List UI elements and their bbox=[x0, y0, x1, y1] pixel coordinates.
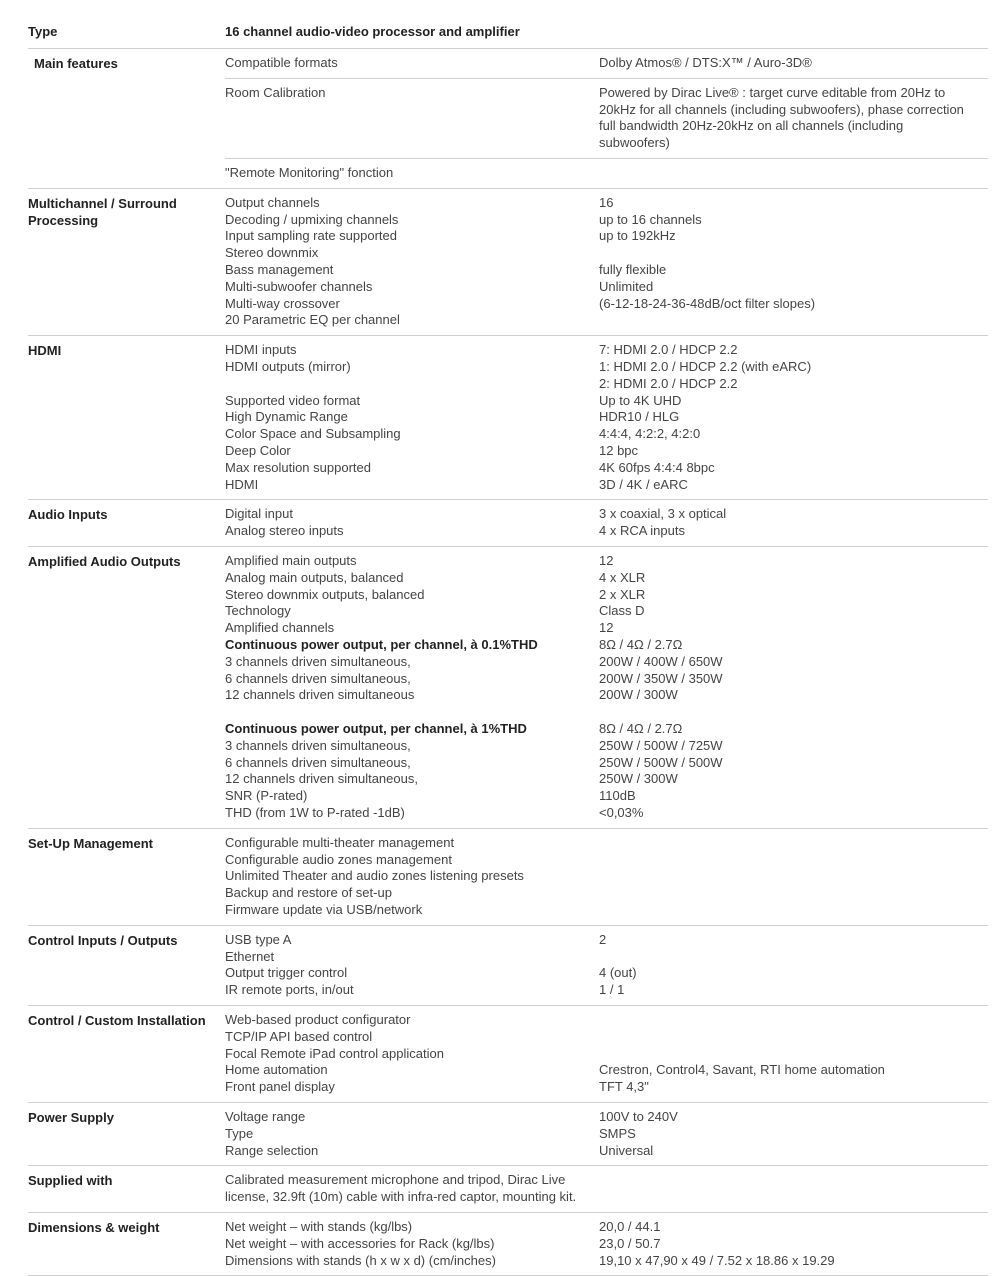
spec-row bbox=[225, 1253, 988, 1270]
spec-label: Decoding / upmixing channels bbox=[225, 211, 399, 227]
spec-value: 200W / 400W / 650W bbox=[599, 653, 723, 669]
spec-value: 4K 60fps 4:4:4 8bpc bbox=[599, 459, 715, 475]
section-main-features bbox=[28, 48, 988, 189]
spec-row bbox=[225, 587, 988, 604]
spec-row bbox=[225, 755, 988, 772]
spec-value: up to 192kHz bbox=[599, 228, 676, 244]
spec-row bbox=[225, 506, 988, 523]
spec-value: 1: HDMI 2.0 / HDCP 2.2 (with eARC) bbox=[599, 358, 812, 374]
spec-label: Configurable multi-theater management bbox=[225, 834, 455, 850]
spec-value bbox=[599, 1029, 988, 1046]
spec-value: Unlimited bbox=[599, 278, 654, 294]
spec-row bbox=[225, 1029, 988, 1046]
spec-row bbox=[225, 312, 988, 329]
spec-label: Configurable audio zones management bbox=[225, 851, 452, 867]
spec-row bbox=[225, 523, 988, 540]
spec-label: Unlimited Theater and audio zones listening presets bbox=[225, 868, 524, 884]
spec-row bbox=[225, 477, 988, 494]
spec-label: 6 channels driven simultaneous, bbox=[225, 670, 411, 686]
spec-value: 1 / 1 bbox=[599, 982, 625, 998]
spec-label: Output channels bbox=[225, 194, 320, 210]
spec-row bbox=[225, 721, 988, 738]
spec-value: Powered by Dirac Live® : target curve editable from 20Hz to 20kHz for all channels (including subwoofers), phase correction full bandwidth 20Hz-20kHz on all channels (including subwoofers) bbox=[599, 84, 964, 151]
spec-row bbox=[225, 228, 988, 245]
spec-row bbox=[225, 279, 988, 296]
spec-label: Stereo downmix bbox=[225, 245, 319, 261]
spec-value: 2 bbox=[599, 931, 607, 947]
spec-label: Front panel display bbox=[225, 1079, 335, 1095]
spec-row bbox=[225, 212, 988, 229]
section-body bbox=[225, 49, 988, 188]
spec-row bbox=[225, 159, 988, 188]
spec-label: Dimensions with stands (h x w x d) (cm/inches) bbox=[225, 1252, 496, 1268]
spec-value: 23,0 / 50.7 bbox=[599, 1235, 661, 1251]
spec-row bbox=[225, 1062, 988, 1079]
spec-row bbox=[225, 738, 988, 755]
spec-label: Digital input bbox=[225, 506, 293, 522]
spec-row bbox=[225, 1079, 988, 1096]
spec-label: THD (from 1W to P-rated -1dB) bbox=[225, 805, 405, 821]
spec-row bbox=[225, 342, 988, 359]
spec-label: Calibrated measurement microphone and tripod, Dirac Live license, 32.9ft (10m) cable with infra-red captor, mounting kit. bbox=[225, 1172, 577, 1205]
section-control-custom-installation bbox=[28, 1006, 988, 1103]
spec-row bbox=[225, 1172, 988, 1206]
spec-row bbox=[225, 393, 988, 410]
spec-label: Range selection bbox=[225, 1142, 319, 1158]
spec-row bbox=[225, 262, 988, 279]
spec-label: Ethernet bbox=[225, 948, 275, 964]
spec-row bbox=[225, 443, 988, 460]
section-title: Audio Inputs bbox=[28, 507, 108, 523]
spec-row bbox=[225, 376, 988, 393]
spec-label: Multi-way crossover bbox=[225, 295, 340, 311]
spec-label: Firmware update via USB/network bbox=[225, 902, 423, 918]
spec-row bbox=[225, 1236, 988, 1253]
spec-value bbox=[599, 245, 988, 262]
section-control-inputs-outputs bbox=[28, 926, 988, 1006]
spec-row bbox=[225, 79, 988, 159]
spec-value: <0,03% bbox=[599, 805, 644, 821]
spec-label: Net weight – with stands (kg/lbs) bbox=[225, 1219, 413, 1235]
spec-value: 8Ω / 4Ω / 2.7Ω bbox=[599, 636, 683, 652]
spec-value: 8Ω / 4Ω / 2.7Ω bbox=[599, 721, 683, 737]
spec-row bbox=[225, 570, 988, 587]
spec-label: Room Calibration bbox=[225, 84, 326, 100]
spec-label: HDMI outputs (mirror) bbox=[225, 358, 351, 374]
section-body bbox=[225, 829, 988, 925]
type-value: 16 channel audio-video processor and amplifier bbox=[225, 24, 520, 39]
spec-value: HDR10 / HLG bbox=[599, 409, 680, 425]
section-body bbox=[225, 1166, 988, 1212]
spec-value bbox=[599, 1046, 988, 1063]
spec-label: IR remote ports, in/out bbox=[225, 982, 354, 998]
section-body bbox=[225, 189, 988, 335]
spec-row bbox=[225, 1109, 988, 1126]
section-body bbox=[225, 1213, 988, 1275]
spec-value: (6-12-18-24-36-48dB/oct filter slopes) bbox=[599, 295, 816, 311]
section-title: Dimensions & weight bbox=[28, 1220, 160, 1236]
spec-value: 250W / 300W bbox=[599, 771, 678, 787]
spec-row bbox=[225, 805, 988, 822]
section-power-supply bbox=[28, 1103, 988, 1166]
spec-row bbox=[225, 868, 988, 885]
spec-label: High Dynamic Range bbox=[225, 409, 348, 425]
spec-value: 12 bpc bbox=[599, 442, 639, 458]
spec-row bbox=[225, 1012, 988, 1029]
spec-label: TCP/IP API based control bbox=[225, 1028, 373, 1044]
section-body bbox=[225, 547, 988, 828]
section-title: Control Inputs / Outputs bbox=[28, 932, 178, 948]
spec-value: Up to 4K UHD bbox=[599, 392, 682, 408]
section-body bbox=[225, 1103, 988, 1165]
spec-row bbox=[225, 1126, 988, 1143]
spec-value: 4 x RCA inputs bbox=[599, 523, 685, 539]
spec-label: HDMI bbox=[225, 476, 259, 492]
spec-row bbox=[225, 671, 988, 688]
spec-label: Voltage range bbox=[225, 1109, 306, 1125]
spec-value bbox=[599, 852, 988, 869]
spec-value: Universal bbox=[599, 1142, 654, 1158]
section-title: Control / Custom Installation bbox=[28, 1013, 206, 1029]
spec-row bbox=[225, 195, 988, 212]
spec-label: Net weight – with accessories for Rack (kg/lbs) bbox=[225, 1235, 495, 1251]
spec-value: TFT 4,3" bbox=[599, 1079, 649, 1095]
spec-value: 3D / 4K / eARC bbox=[599, 476, 688, 492]
spec-label: Input sampling rate supported bbox=[225, 228, 397, 244]
spec-value bbox=[599, 1012, 988, 1029]
spec-label: 12 channels driven simultaneous, bbox=[225, 771, 418, 787]
spec-row bbox=[225, 460, 988, 477]
spec-value: 3 x coaxial, 3 x optical bbox=[599, 506, 727, 522]
spec-value: Crestron, Control4, Savant, RTI home automation bbox=[599, 1062, 885, 1078]
spec-row bbox=[225, 49, 988, 79]
spec-value: 2: HDMI 2.0 / HDCP 2.2 bbox=[599, 375, 738, 391]
spec-label: 6 channels driven simultaneous, bbox=[225, 754, 411, 770]
spec-row bbox=[225, 637, 988, 654]
spec-label: Amplified channels bbox=[225, 620, 335, 636]
section-set-up-management bbox=[28, 829, 988, 926]
spec-value bbox=[599, 885, 988, 902]
section-title: Set-Up Management bbox=[28, 835, 153, 851]
spec-row bbox=[225, 835, 988, 852]
spec-row bbox=[225, 409, 988, 426]
spec-value bbox=[599, 165, 988, 182]
section-title: HDMI bbox=[28, 343, 62, 359]
section-supplied-with bbox=[28, 1166, 988, 1213]
spec-value: 200W / 350W / 350W bbox=[599, 670, 723, 686]
spec-row bbox=[225, 949, 988, 966]
section-dimensions-weight bbox=[28, 1213, 988, 1276]
row-spacer bbox=[225, 704, 988, 721]
spec-row bbox=[225, 654, 988, 671]
spec-value: up to 16 channels bbox=[599, 211, 702, 227]
spec-value: 12 bbox=[599, 620, 614, 636]
spec-row bbox=[225, 426, 988, 443]
spec-value: 250W / 500W / 500W bbox=[599, 754, 723, 770]
spec-value: Dolby Atmos® / DTS:X™ / Auro-3D® bbox=[599, 55, 812, 70]
spec-row bbox=[225, 1143, 988, 1160]
section-body bbox=[225, 500, 988, 546]
spec-sections bbox=[28, 189, 990, 1276]
spec-label: Stereo downmix outputs, balanced bbox=[225, 586, 425, 602]
spec-row bbox=[225, 965, 988, 982]
spec-label: Type bbox=[225, 1125, 254, 1141]
spec-row bbox=[225, 620, 988, 637]
spec-value bbox=[599, 835, 988, 852]
spec-label: Analog main outputs, balanced bbox=[225, 569, 404, 585]
spec-label bbox=[225, 376, 599, 393]
spec-value: SMPS bbox=[599, 1125, 636, 1141]
spec-row bbox=[225, 771, 988, 788]
section-title: Power Supply bbox=[28, 1110, 114, 1126]
section-audio-inputs bbox=[28, 500, 988, 547]
section-body bbox=[225, 926, 988, 1005]
spec-label: Compatible formats bbox=[225, 55, 338, 70]
spec-value bbox=[599, 312, 988, 329]
spec-row bbox=[225, 553, 988, 570]
spec-label: Deep Color bbox=[225, 442, 291, 458]
spec-label: Continuous power output, per channel, à 0.1%THD bbox=[225, 636, 538, 652]
spec-row bbox=[225, 788, 988, 805]
spec-label: HDMI inputs bbox=[225, 342, 297, 358]
section-title: Amplified Audio Outputs bbox=[28, 553, 181, 569]
section-multichannel-surround-processing bbox=[28, 189, 988, 336]
spec-label: Bass management bbox=[225, 261, 334, 277]
section-body bbox=[225, 1006, 988, 1102]
spec-label: USB type A bbox=[225, 931, 292, 947]
spec-label: "Remote Monitoring" fonction bbox=[225, 164, 394, 180]
section-hdmi bbox=[28, 336, 988, 500]
type-label: Type bbox=[28, 24, 58, 39]
spec-label: Output trigger control bbox=[225, 965, 348, 981]
spec-value bbox=[585, 1172, 988, 1206]
spec-row bbox=[225, 902, 988, 919]
spec-value: 110dB bbox=[599, 788, 636, 804]
spec-label: 3 channels driven simultaneous, bbox=[225, 737, 411, 753]
spec-value: 7: HDMI 2.0 / HDCP 2.2 bbox=[599, 342, 738, 358]
spec-value: 16 bbox=[599, 194, 614, 210]
spec-row bbox=[225, 932, 988, 949]
spec-label: 3 channels driven simultaneous, bbox=[225, 653, 411, 669]
spec-value bbox=[599, 902, 988, 919]
spec-label: Analog stereo inputs bbox=[225, 523, 344, 539]
spec-label: Supported video format bbox=[225, 392, 361, 408]
spec-label: Focal Remote iPad control application bbox=[225, 1045, 444, 1061]
spec-label: Color Space and Subsampling bbox=[225, 426, 401, 442]
spec-row bbox=[225, 852, 988, 869]
spec-row bbox=[225, 603, 988, 620]
spec-row bbox=[225, 885, 988, 902]
spec-label: Multi-subwoofer channels bbox=[225, 278, 373, 294]
spec-label: Home automation bbox=[225, 1062, 328, 1078]
spec-value: 12 bbox=[599, 552, 614, 568]
spec-row bbox=[225, 982, 988, 999]
spec-value: 200W / 300W bbox=[599, 687, 678, 703]
spec-label: Continuous power output, per channel, à 1%THD bbox=[225, 721, 527, 737]
section-title: Main features bbox=[34, 56, 118, 71]
spec-label: Backup and restore of set-up bbox=[225, 885, 392, 901]
section-title: Supplied with bbox=[28, 1173, 113, 1189]
spec-value: 4 (out) bbox=[599, 965, 637, 981]
spec-value: 19,10 x 47,90 x 49 / 7.52 x 18.86 x 19.29 bbox=[599, 1252, 835, 1268]
spec-value: 250W / 500W / 725W bbox=[599, 737, 723, 753]
spec-label: 12 channels driven simultaneous bbox=[225, 687, 415, 703]
spec-label: Amplified main outputs bbox=[225, 552, 357, 568]
spec-value bbox=[599, 949, 988, 966]
spec-label: Max resolution supported bbox=[225, 459, 371, 475]
spec-value: 4 x XLR bbox=[599, 569, 646, 585]
section-amplified-audio-outputs bbox=[28, 547, 988, 829]
spec-value: 20,0 / 44.1 bbox=[599, 1219, 661, 1235]
spec-value: 4:4:4, 4:2:2, 4:2:0 bbox=[599, 426, 701, 442]
spec-row bbox=[225, 245, 988, 262]
spec-value: 100V to 240V bbox=[599, 1109, 678, 1125]
spec-row bbox=[225, 296, 988, 313]
type-row bbox=[28, 20, 990, 48]
section-title: Multichannel / Surround Processing bbox=[28, 195, 177, 228]
spec-row bbox=[225, 1046, 988, 1063]
spec-label: 20 Parametric EQ per channel bbox=[225, 312, 400, 328]
spec-label: SNR (P-rated) bbox=[225, 788, 308, 804]
section-body bbox=[225, 336, 988, 499]
spec-label: Web-based product configurator bbox=[225, 1012, 411, 1028]
spec-label: Technology bbox=[225, 603, 291, 619]
spec-value: 2 x XLR bbox=[599, 586, 646, 602]
spec-value: Class D bbox=[599, 603, 645, 619]
spec-row bbox=[225, 687, 988, 704]
spec-row bbox=[225, 1219, 988, 1236]
spec-row bbox=[225, 359, 988, 376]
spec-value: fully flexible bbox=[599, 261, 667, 277]
spec-value bbox=[599, 868, 988, 885]
